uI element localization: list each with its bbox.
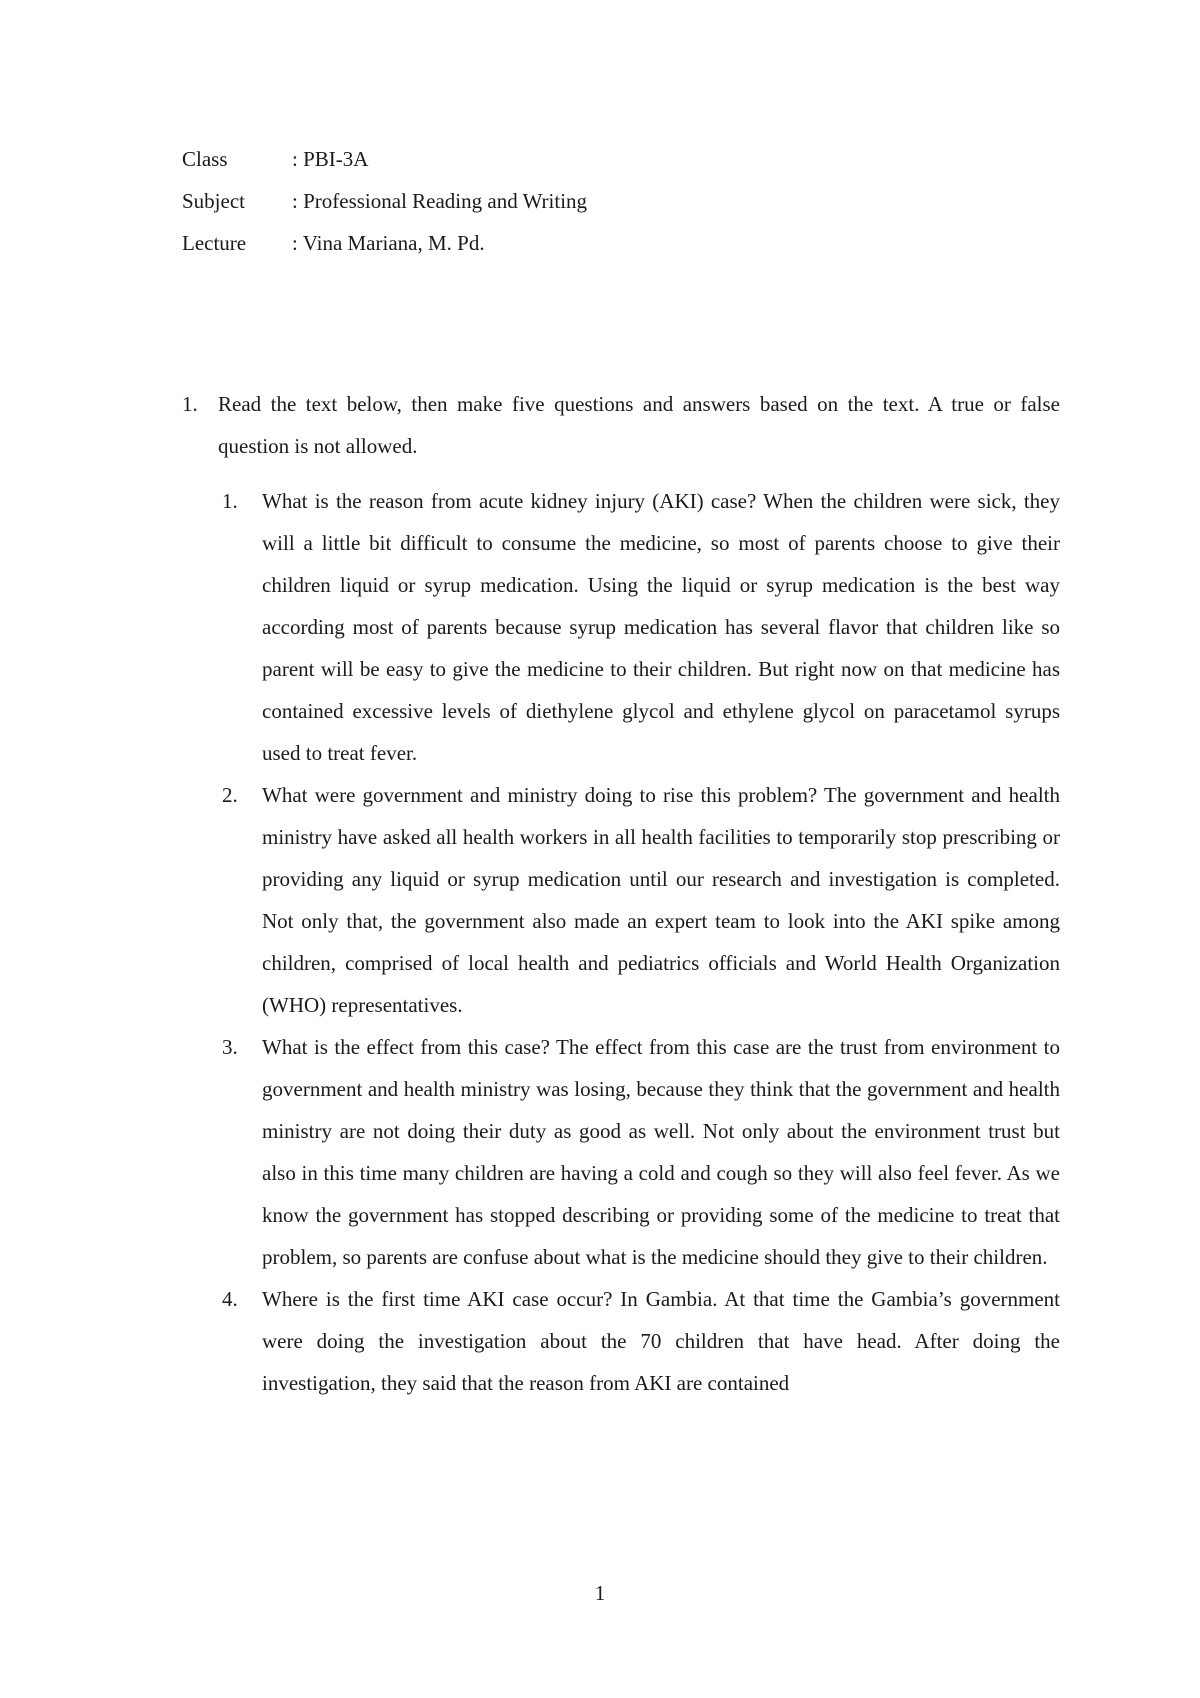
answer-item <box>222 1026 1060 1278</box>
document-header <box>182 144 882 270</box>
class-value: : PBI-3A <box>292 147 369 171</box>
answer-text: What is the effect from this case? The effect from this case are the trust from environment to government and health ministry was losing, because they think that the government and health ministry are not doing their duty as good as well. Not only about the environment trust but also in this time many children are having a cold and cough so they will also feel fever. As we know the government has stopped describing or providing some of the medicine to treat that problem, so parents are confuse about what is the medicine should they give to their children. <box>262 1035 1060 1269</box>
subject-label: Subject <box>182 189 245 213</box>
subject-row <box>182 186 882 228</box>
answer-item <box>222 774 1060 1026</box>
answer-text: Where is the first time AKI case occur? In Gambia. At that time the Gambia’s government were doing the investigation about the 70 children that have head. After doing the investigation, they said that the reason from AKI are contained <box>262 1287 1060 1395</box>
subject-value: : Professional Reading and Writing <box>292 189 588 213</box>
class-row <box>182 144 882 186</box>
question-instruction <box>182 383 1060 467</box>
question-number: 1. <box>182 392 198 416</box>
question-text: Read the text below, then make five questions and answers based on the text. A true or false question is not allowed. <box>218 392 1060 458</box>
answer-text: What were government and ministry doing to rise this problem? The government and health ministry have asked all health workers in all health facilities to temporarily stop prescribing or providing any liquid or syrup medication until our research and investigation is completed. Not only that, the government also made an expert team to look into the AKI spike among children, comprised of local health and pediatrics officials and World Health Organization (WHO) representatives. <box>262 783 1060 1017</box>
lecture-value: : Vina Mariana, M. Pd. <box>292 231 485 255</box>
answer-number: 1. <box>222 489 238 513</box>
answer-item <box>222 480 1060 774</box>
lecture-row <box>182 228 882 270</box>
answer-number: 3. <box>222 1035 238 1059</box>
answer-item <box>222 1278 1060 1404</box>
answer-number: 4. <box>222 1287 238 1311</box>
answers-list <box>222 480 1060 1404</box>
page-number: 1 <box>594 1581 606 1605</box>
class-label: Class <box>182 147 228 171</box>
lecture-label: Lecture <box>182 231 247 255</box>
answer-number: 2. <box>222 783 238 807</box>
answer-text: What is the reason from acute kidney injury (AKI) case? When the children were sick, they will a little bit difficult to consume the medicine, so most of parents choose to give their children liquid or syrup medication. Using the liquid or syrup medication is the best way according most of parents because syrup medication has several flavor that children like so parent will be easy to give the medicine to their children. But right now on that medicine has contained excessive levels of diethylene glycol and ethylene glycol on paracetamol syrups used to treat fever. <box>262 489 1060 765</box>
